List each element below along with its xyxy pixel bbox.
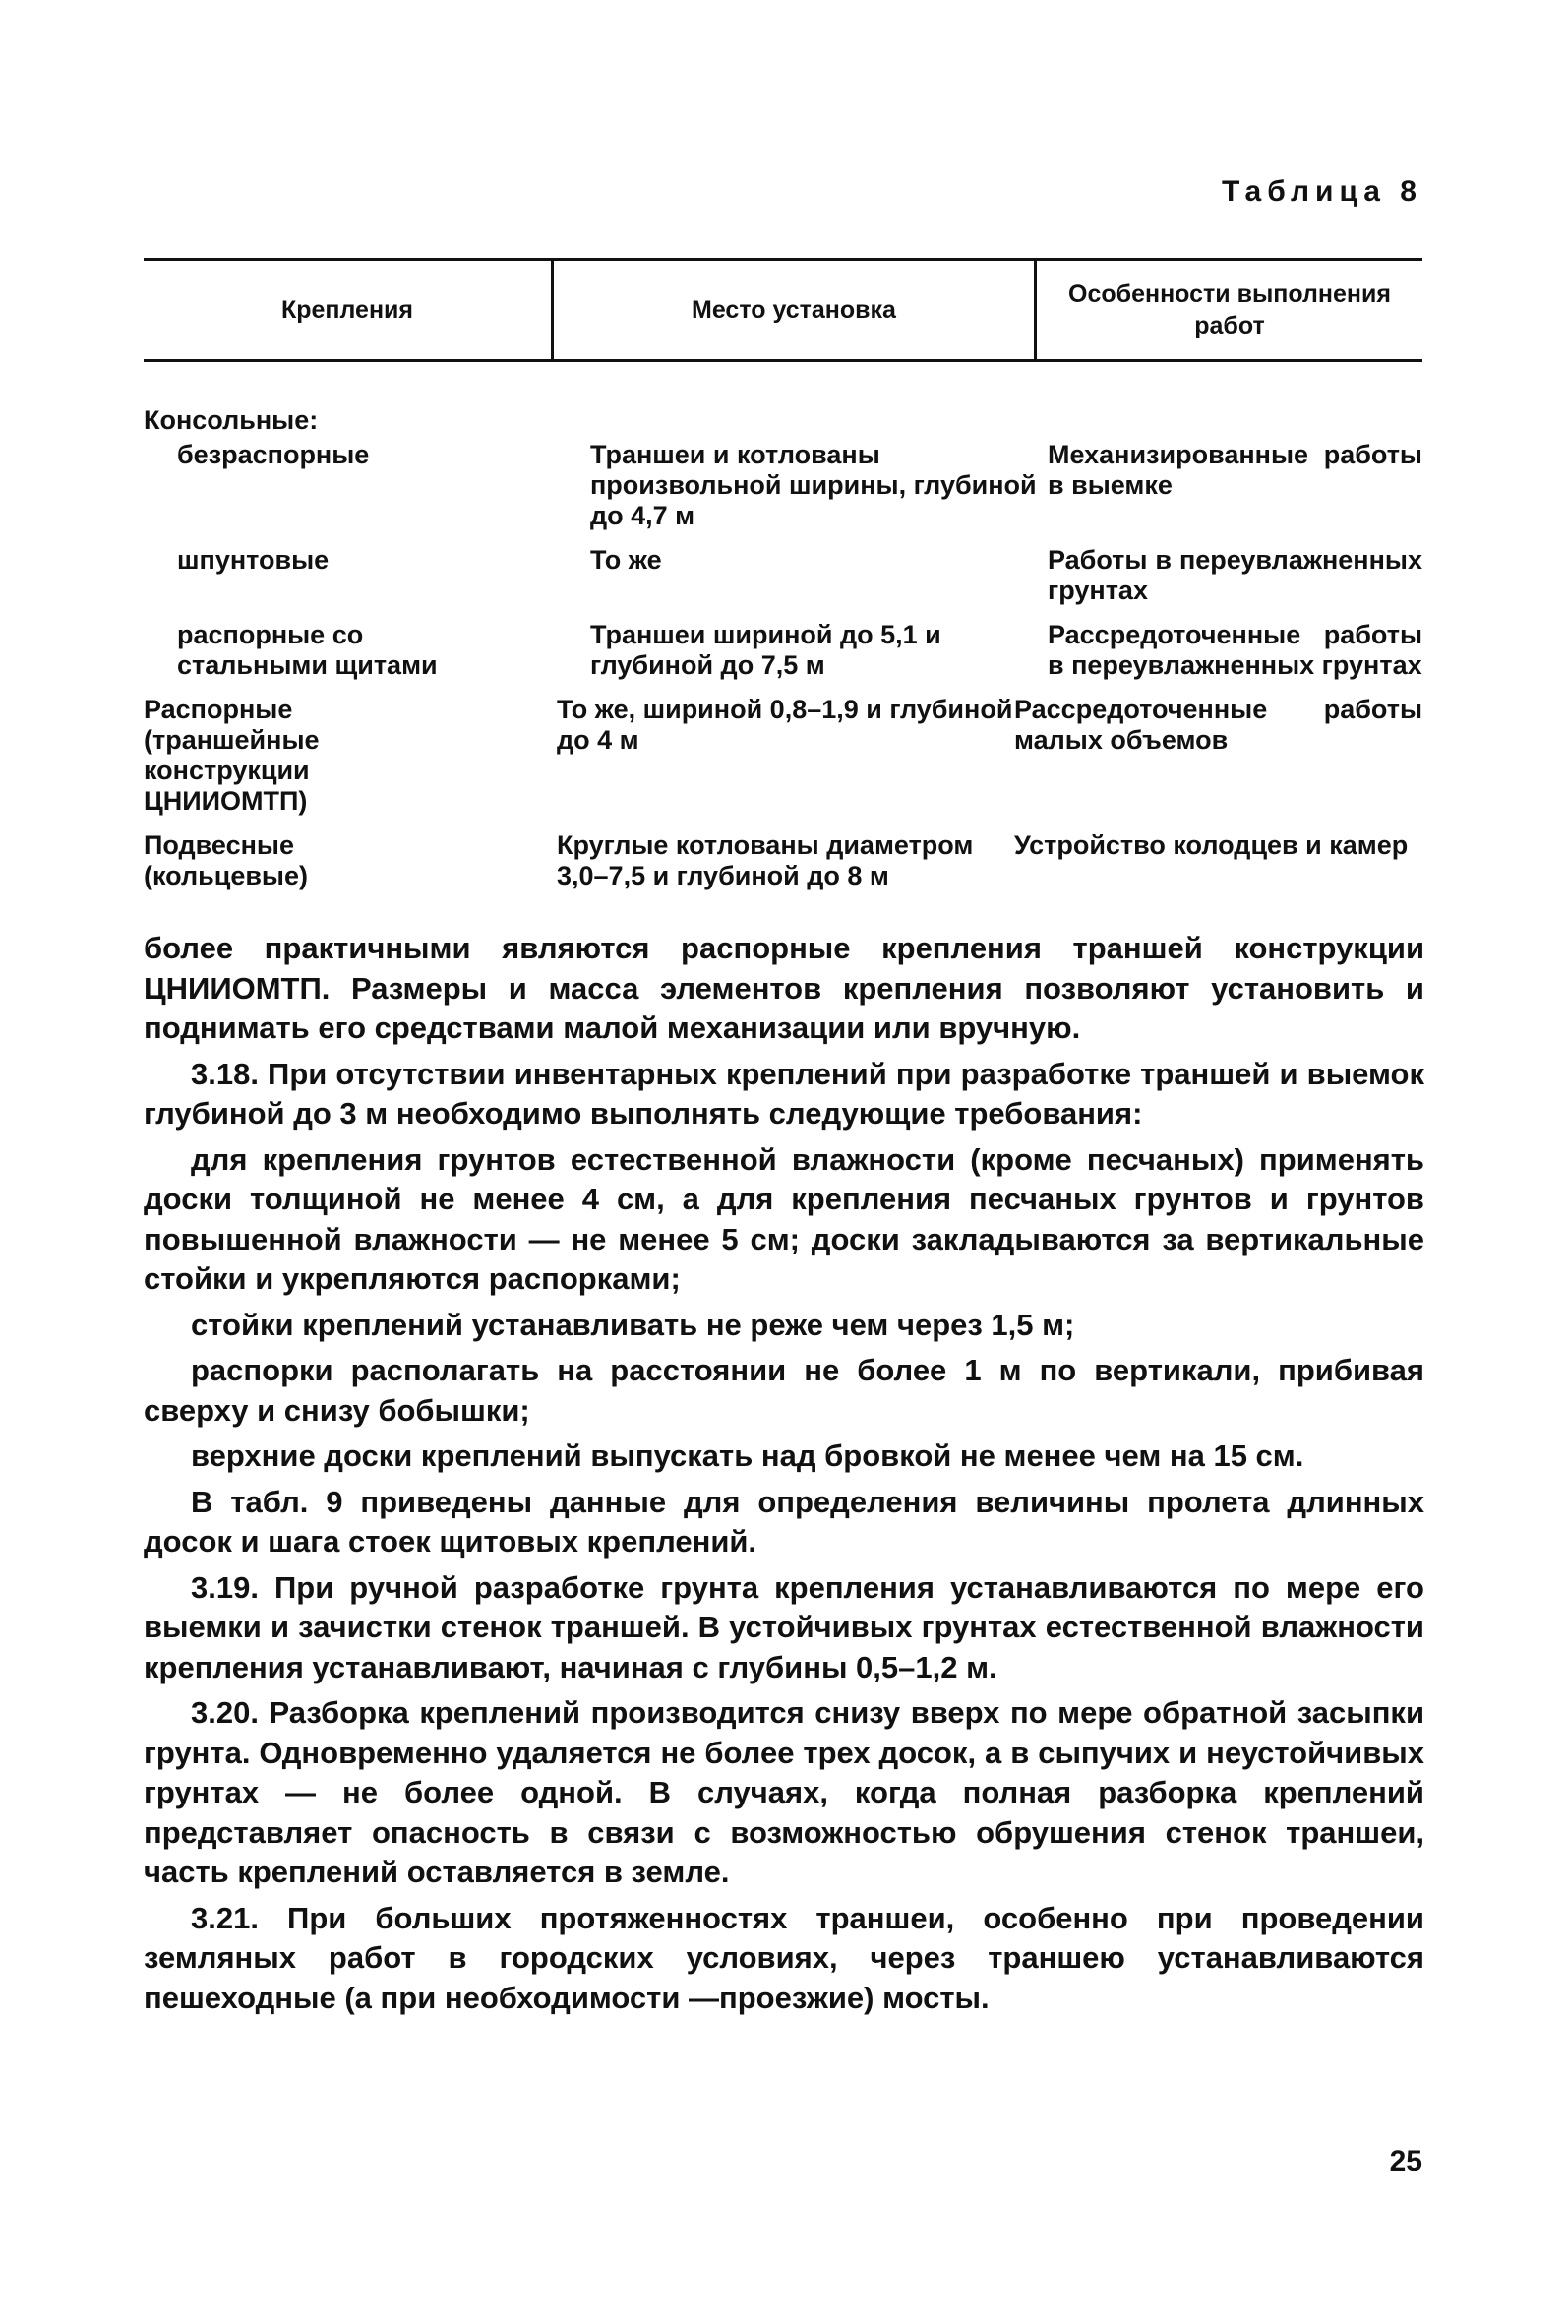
header-installation-place: Место установка (554, 261, 1037, 359)
paragraph: В табл. 9 приведены данные для определения величины пролета длинных досок и шага стоек щитовых креплений. (144, 1484, 1424, 1559)
table-caption: Таблица 8 (1221, 175, 1422, 208)
row-place: Траншеи шириной до 5,1 и глубиной до 7,5 м (590, 620, 941, 680)
paragraph: верхние доски креплений выпускать над бровкой не менее чем на 15 см. (191, 1438, 1304, 1473)
table-row (144, 440, 1422, 531)
page-number: 25 (1389, 2145, 1422, 2177)
row-place: Траншеи и котлованы произвольной ширины, глубиной до 4,7 м (590, 440, 1037, 530)
paragraph: распорки располагать на расстоянии не более 1 м по вертикали, прибивая сверху и снизу бобышки; (144, 1353, 1424, 1428)
body-text (144, 929, 1424, 2024)
row-features: Рассредоточенные работы малых объемов (1014, 695, 1422, 755)
paragraph: для крепления грунтов естественной влажности (кроме песчаных) применять доски толщиной не менее 4 см, а для крепления песчаных грунтов и грунтов повышенной влажности — не менее 5 см; доски закладываются за вертикальные стойки и укрепляются распорками; (144, 1141, 1424, 1296)
row-features: Работы в переувлажненных грунтах (1048, 545, 1422, 605)
table-row (144, 545, 1422, 606)
header-work-features: Особенности выполнения работ (1068, 279, 1391, 339)
row-place: То же (590, 545, 662, 575)
row-features: Механизированные работы в выемке (1048, 440, 1422, 500)
row-place: То же, шириной 0,8–1,9 и глубиной до 4 м (557, 695, 1013, 755)
table-row (144, 830, 1422, 891)
table-row (144, 620, 1422, 681)
table-body (144, 405, 1422, 905)
row-features: Устройство колодцев и камер (1014, 830, 1409, 860)
row-place: Круглые котлованы диаметром 3,0–7,5 и глубиной до 8 м (557, 830, 974, 890)
row-name: шпунтовые (177, 545, 330, 575)
paragraph: 3.21. При больших протяженностях траншеи, особенно при проведении земляных работ в городских условиях, через траншею устанавливаются пешеходные (а при необходимости —проезжие) мосты. (144, 1900, 1424, 2015)
header-fastenings: Крепления (144, 261, 554, 359)
row-name: безраспорные (177, 440, 370, 469)
paragraph: 3.18. При отсутствии инвентарных креплений при разработке траншей и выемок глубиной до 3 м необходимо выполнять следующие требования: (144, 1056, 1424, 1131)
paragraph: 3.19. При ручной разработке грунта крепления устанавливаются по мере его выемки и зачистки стенок траншей. В устойчивых грунтах естественной влажности крепления устанавливают, начиная с глубины 0,5–1,2 м. (144, 1569, 1424, 1684)
group-title: Консольные: (144, 405, 319, 435)
table-row (144, 695, 1422, 817)
row-name: распорные со стальными щитами (177, 620, 438, 680)
table-header (144, 258, 1422, 362)
paragraph: стойки креплений устанавливать не реже чем через 1,5 м; (191, 1307, 1075, 1342)
paragraph: 3.20. Разборка креплений производится снизу вверх по мере обратной засыпки грунта. Одновременно удаляется не более трех досок, а в сыпучих и неустойчивых грунтах — не более одной. В случаях, когда полная разборка креплений представляет опасность в связи с возможностью обрушения стенок траншеи, часть креплений оставляется в земле. (144, 1695, 1424, 1889)
row-features: Рассредоточенные работы в переувлажненных грунтах (1048, 620, 1422, 680)
paragraph: более практичными являются распорные крепления траншей конструкции ЦНИИОМТП. Размеры и масса элементов крепления позволяют установить и поднимать его средствами малой механизации или вручную. (144, 931, 1424, 1045)
row-name: Распорные (траншейные конструкции ЦНИИОМТП) (144, 695, 320, 816)
row-name: Подвесные (кольцевые) (144, 830, 308, 890)
